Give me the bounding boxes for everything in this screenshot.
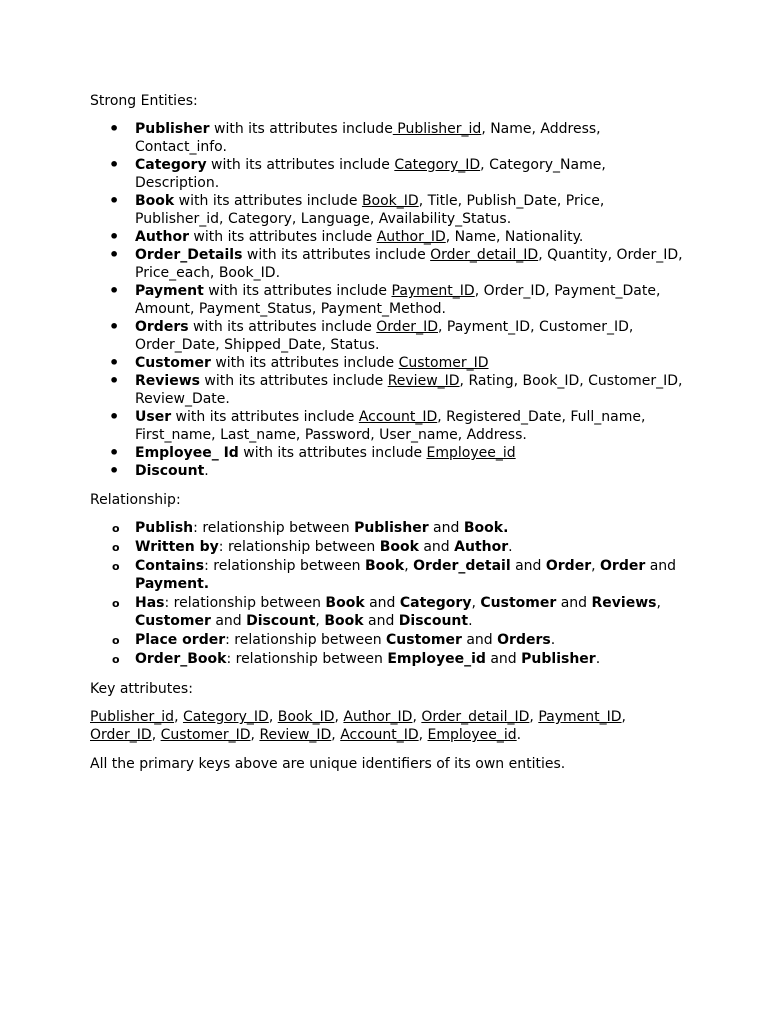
entity-key: Account_ID [358,409,438,425]
entity-key: Customer_ID [398,355,489,371]
key-attribute: Customer_ID [160,727,251,743]
relationship-term: Publisher [354,520,429,536]
entity-attributes: , Category_Name, Description. [135,157,606,191]
relationship-term: Category [399,595,472,611]
relationship-text: and [210,613,247,629]
entity-item [90,354,690,372]
closing-sentence: All the primary keys above are unique identifiers of its own entities. [90,756,566,772]
relationship-item [90,538,690,556]
relationship-term: Customer [480,595,557,611]
relationship-list [90,519,690,668]
entity-key: Book_ID [361,193,419,209]
relationship-term: Discount [398,613,469,629]
entity-name: User [135,409,172,425]
key-attributes-list: Publisher_id, Category_ID, Book_ID, Author_ID, Order_detail_ID, Payment_ID, Order_ID, Customer_ID, Review_ID, Account_ID, Employee_id. [90,709,626,743]
key-attribute: Employee_id [427,727,517,743]
relationship-term: Order_Book [135,651,227,667]
entity-name: Payment [135,283,204,299]
relationship-text: and [364,595,400,611]
entity-key: Review_ID [387,373,460,389]
entity-name: Orders [135,319,189,335]
entity-key: Order_ID [376,319,438,335]
relationship-text: . [508,539,513,555]
relationship-text: and [510,558,546,574]
strong-entities-heading: Strong Entities: [90,93,198,109]
entity-key: Publisher_id [392,121,482,137]
entity-intro: . [204,463,209,479]
entity-attributes: , Rating, Book_ID, Customer_ID, Review_Date. [135,373,683,407]
relationship-text: and [363,613,399,629]
relationship-term: Book. [463,520,509,536]
relationship-text: , [315,613,325,629]
entity-intro: with its attributes include [203,283,392,299]
entity-item [90,462,690,480]
relationship-item [90,650,690,668]
relationship-text: . [595,651,601,667]
relationship-term: Reviews [591,595,657,611]
entity-key: Category_ID [394,157,481,173]
relationship-text: : relationship between [218,539,380,555]
relationship-term: Customer [386,632,462,648]
entity-item [90,372,690,408]
key-attribute: Book_ID [277,709,335,725]
entity-name: Order_Details [135,247,243,263]
relationship-term: Book [379,539,419,555]
entity-item [90,192,690,228]
entity-name: Book [135,193,175,209]
entity-attributes: , Order_ID, Payment_Date, Amount, Payment_Status, Payment_Method. [135,283,661,317]
relationship-term: Place order [135,632,226,648]
entity-intro: with its attributes include [171,409,359,425]
entity-item [90,246,690,282]
strong-entities-list [90,120,690,480]
relationship-term: Has [135,595,165,611]
relationship-text: , [591,558,601,574]
relationship-text: and [556,595,592,611]
relationship-term: Payment. [135,576,210,592]
key-attribute: Author_ID [343,709,413,725]
relationship-term: Written by [135,539,219,555]
relationship-term: Orders [497,632,551,648]
entity-intro: with its attributes include [209,121,393,137]
relationship-text: , [656,595,661,611]
key-attributes-heading: Key attributes: [90,681,193,697]
entity-intro: with its attributes include [210,355,399,371]
entity-key: Payment_ID [391,283,475,299]
entity-item [90,228,690,246]
relationship-term: Publisher [521,651,596,667]
relationship-term: Book [325,595,365,611]
key-attribute: Review_ID [259,727,332,743]
relationship-text: and [461,632,498,648]
entity-key: Order_detail_ID [430,247,539,263]
relationship-text: : relationship between [225,632,387,648]
relationship-term: Order [545,558,592,574]
entity-attributes: , Title, Publish_Date, Price, Publisher_id, Category, Language, Availability_Status. [135,193,605,227]
entity-name: Reviews [135,373,200,389]
entity-intro: with its attributes include [199,373,388,389]
key-attribute: Publisher_id [90,709,175,725]
relationship-term: Order_detail [413,558,511,574]
entity-attributes: , Registered_Date, Full_name, First_name, Last_name, Password, User_name, Address. [135,409,646,443]
entity-attributes: , Name, Nationality. [445,229,584,245]
relationship-text: and [428,520,464,536]
relationship-text: : relationship between [164,595,326,611]
entity-intro: with its attributes include [174,193,362,209]
entity-item [90,282,690,318]
relationship-text: . [468,613,473,629]
entity-name: Category [135,157,207,173]
entity-name: Discount [135,463,205,479]
entity-item [90,444,690,462]
relationship-text: , [471,595,481,611]
relationship-item [90,519,690,537]
relationship-text: : relationship between [193,520,355,536]
entity-intro: with its attributes include [188,319,377,335]
entity-key: Employee_id [426,445,516,461]
key-attribute: Category_ID [182,709,269,725]
entity-name: Publisher [135,121,210,137]
relationship-term: Order [600,558,646,574]
entity-intro: with its attributes include [206,157,395,173]
relationship-term: Contains [135,558,205,574]
key-attribute: Order_detail_ID [421,709,530,725]
relationship-term: Employee_id [387,651,486,667]
relationship-item [90,557,690,593]
entity-name: Author [135,229,189,245]
relationship-item [90,594,690,630]
relationship-term: Author [454,539,509,555]
entity-attributes: , Payment_ID, Customer_ID, Order_Date, Shipped_Date, Status. [135,319,634,353]
relationship-text: and [418,539,455,555]
relationship-term: Publish [135,520,194,536]
key-attribute: Order_ID [90,727,152,743]
entity-item [90,120,690,156]
relationship-text: and [485,651,522,667]
entity-intro: with its attributes include [238,445,427,461]
key-attribute: Account_ID [340,727,419,743]
entity-attributes: , Name, Address, Contact_info. [135,121,601,155]
entity-name: Employee_ Id [135,445,239,461]
entity-attributes: , Quantity, Order_ID, Price_each, Book_ID. [135,247,683,281]
relationship-text: and [645,558,677,574]
entity-name: Customer [135,355,211,371]
relationship-text: , [404,558,414,574]
entity-item [90,156,690,192]
relationship-term: Book [324,613,364,629]
entity-intro: with its attributes include [242,247,431,263]
entity-intro: with its attributes include [188,229,377,245]
relationship-text: . [550,632,556,648]
relationship-text: : relationship between [226,651,388,667]
relationship-term: Customer [135,613,211,629]
key-attribute: Payment_ID [538,709,622,725]
relationship-term: Discount [246,613,316,629]
relationship-term: Book [365,558,405,574]
entity-item [90,318,690,354]
entity-key: Author_ID [376,229,446,245]
document-body [90,92,690,773]
relationship-item [90,631,690,649]
entity-item [90,408,690,444]
relationship-heading: Relationship: [90,492,181,508]
relationship-text: : relationship between [204,558,366,574]
